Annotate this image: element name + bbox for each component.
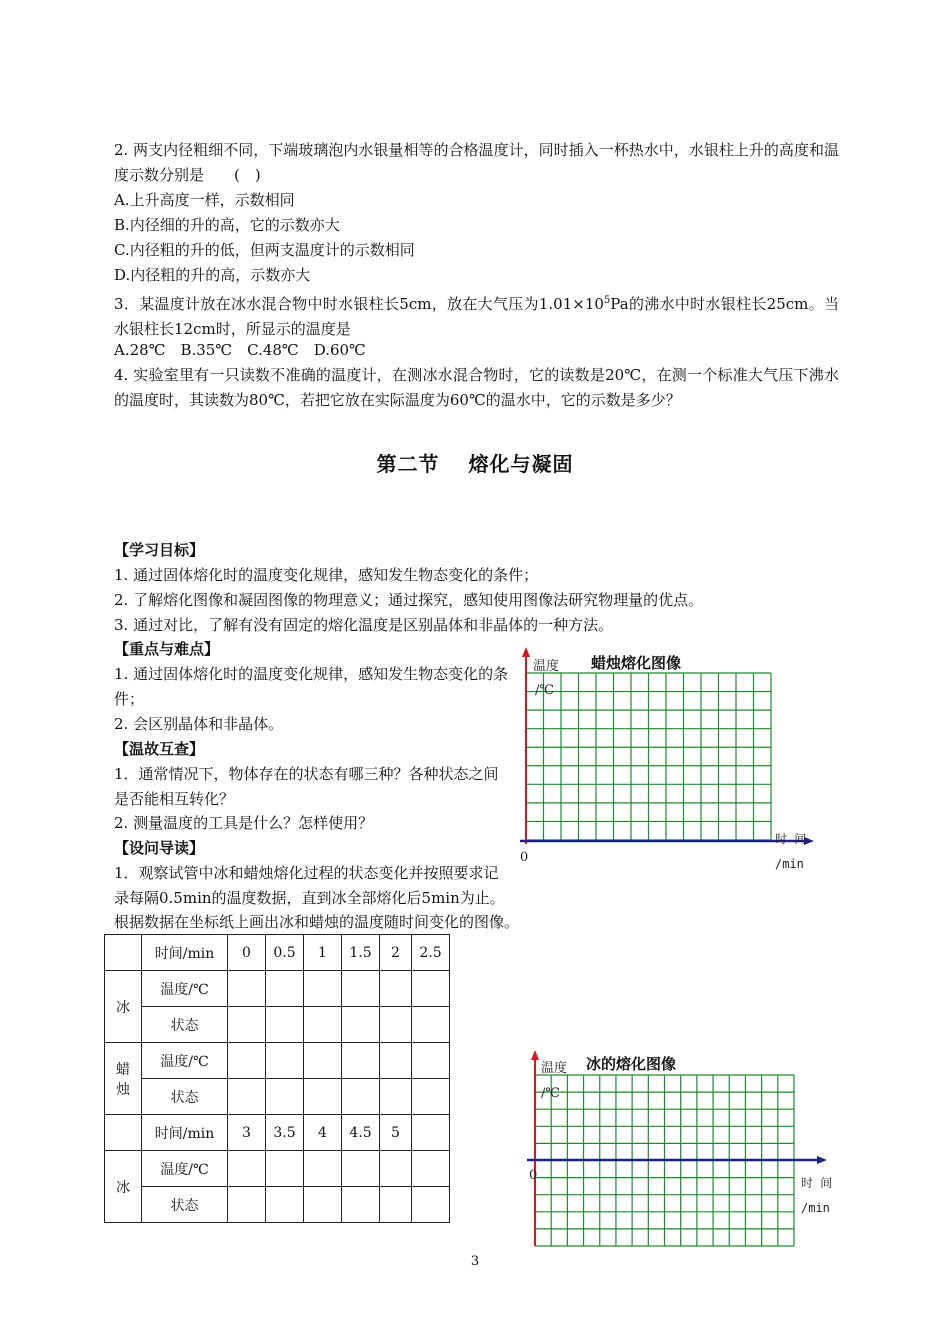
- time-cell: 4: [304, 1115, 342, 1151]
- candle-y-unit: /℃: [535, 683, 554, 698]
- time-cell: 2.5: [412, 935, 450, 971]
- key-item: 1. 通过固体熔化时的温度变化规律，感知发生物态变化的条件；: [114, 665, 509, 708]
- time-cell: 1.5: [342, 935, 380, 971]
- candle-origin: 0: [520, 850, 529, 865]
- ice-y-arrow: [531, 1050, 539, 1060]
- goals-heading: 【学习目标】: [114, 541, 205, 559]
- q2-option-b: B.内径细的升的高，它的示数亦大: [114, 216, 340, 234]
- temp-label-cell: 温度/℃: [142, 1151, 228, 1187]
- review-item: 1．通常情况下，物体存在的状态有哪三种？各种状态之间是否能相互转化？: [114, 765, 499, 808]
- q3-stem-sup: 5: [603, 295, 611, 306]
- time-label-cell: 时间/min: [142, 1115, 228, 1151]
- time-label-cell: 时间/min: [142, 935, 228, 971]
- q3-stem-pre: 3．某温度计放在冰水混合物中时水银柱长5cm，放在大气压为1.01×10: [114, 295, 604, 313]
- candle-grid: [526, 673, 771, 840]
- time-cell: 5: [380, 1115, 412, 1151]
- candle-y-arrow: [522, 647, 530, 657]
- ice-x-arrow: [817, 1156, 827, 1164]
- ice-graph-title: 冰的熔化图像: [586, 1055, 677, 1073]
- candle-x-label: 时 间: [775, 832, 807, 846]
- time-cell: 1: [304, 935, 342, 971]
- candle-graph-title: 蜡烛熔化图像: [591, 654, 682, 672]
- state-label-cell: 状态: [142, 1007, 228, 1043]
- q3-options: A.28℃ B.35℃ C.48℃ D.60℃: [114, 341, 366, 359]
- time-cell: 0.5: [266, 935, 304, 971]
- section-title: 第二节 熔化与凝固: [376, 452, 574, 476]
- ice-label-cell: 冰: [105, 1151, 142, 1223]
- temp-label-cell: 温度/℃: [142, 1043, 228, 1079]
- time-cell: 2: [380, 935, 412, 971]
- state-label-cell: 状态: [142, 1079, 228, 1115]
- goal-item: 1. 通过固体熔化时的温度变化规律，感知发生物态变化的条件；: [114, 566, 539, 584]
- key-heading: 【重点与难点】: [114, 640, 220, 658]
- guide-paragraph: 1．观察试管中冰和蜡烛熔化过程的状态变化并按照要求记录每隔0.5min的温度数据，直到冰全部熔化后5min为止。: [114, 864, 505, 907]
- goal-item: 2. 了解熔化图像和凝固图像的物理意义；通过探究，感知使用图像法研究物理量的优点。: [114, 591, 704, 609]
- candle-y-label: 温度: [533, 659, 560, 674]
- ice-origin: 0: [529, 1168, 538, 1183]
- time-cell: 4.5: [342, 1115, 380, 1151]
- time-cell: 3: [228, 1115, 266, 1151]
- review-item: 2. 测量温度的工具是什么？怎样使用？: [114, 814, 374, 832]
- guide-paragraph: 根据数据在坐标纸上画出冰和蜡烛的温度随时间变化的图像。: [114, 913, 520, 931]
- candle-label-2: 烛: [116, 1081, 130, 1098]
- q2-option-c: C.内径粗的升的低，但两支温度计的示数相同: [114, 241, 415, 259]
- ice-y-unit: /℃: [541, 1086, 560, 1101]
- candle-label-1: 蜡: [116, 1061, 130, 1078]
- ice-graph[interactable]: [527, 1050, 832, 1246]
- q2-option-d: D.内径粗的升的高，示数亦大: [114, 266, 311, 284]
- q2-stem: 2. 两支内径粗细不同，下端玻璃泡内水银量相等的合格温度计，同时插入一杯热水中，水银柱上升的高度和温度示数分别是 ( ): [114, 141, 839, 184]
- ice-x-label: 时 间: [801, 1176, 833, 1190]
- q2-option-a: A.上升高度一样，示数相同: [114, 191, 295, 209]
- ice-label-cell: 冰: [105, 971, 142, 1043]
- ice-y-label: 温度: [541, 1061, 568, 1076]
- page-number: 3: [470, 1254, 480, 1269]
- candle-x-unit: /min: [775, 857, 804, 871]
- key-item: 2. 会区别晶体和非晶体。: [114, 715, 284, 733]
- state-label-cell: 状态: [142, 1187, 228, 1223]
- goal-item: 3. 通过对比，了解有没有固定的熔化温度是区别晶体和非晶体的一种方法。: [114, 616, 614, 634]
- review-heading: 【温故互查】: [114, 740, 205, 758]
- guide-heading: 【设问导读】: [114, 839, 205, 857]
- time-cell: 0: [228, 935, 266, 971]
- time-cell: 3.5: [266, 1115, 304, 1151]
- candle-graph[interactable]: [520, 647, 814, 871]
- ice-x-unit: /min: [801, 1201, 830, 1215]
- q4-stem: 4. 实验室里有一只读数不准确的温度计，在测冰水混合物时，它的读数是20℃，在测一个标准大气压下沸水的温度时，其读数为80℃，若把它放在实际温度为60℃的温水中，它的示数是多少？: [114, 366, 839, 409]
- q3-stem-post: Pa的沸水中时水银柱长25cm。当水银柱长12cm时，所显示的温度是: [114, 295, 839, 338]
- temp-label-cell: 温度/℃: [142, 971, 228, 1007]
